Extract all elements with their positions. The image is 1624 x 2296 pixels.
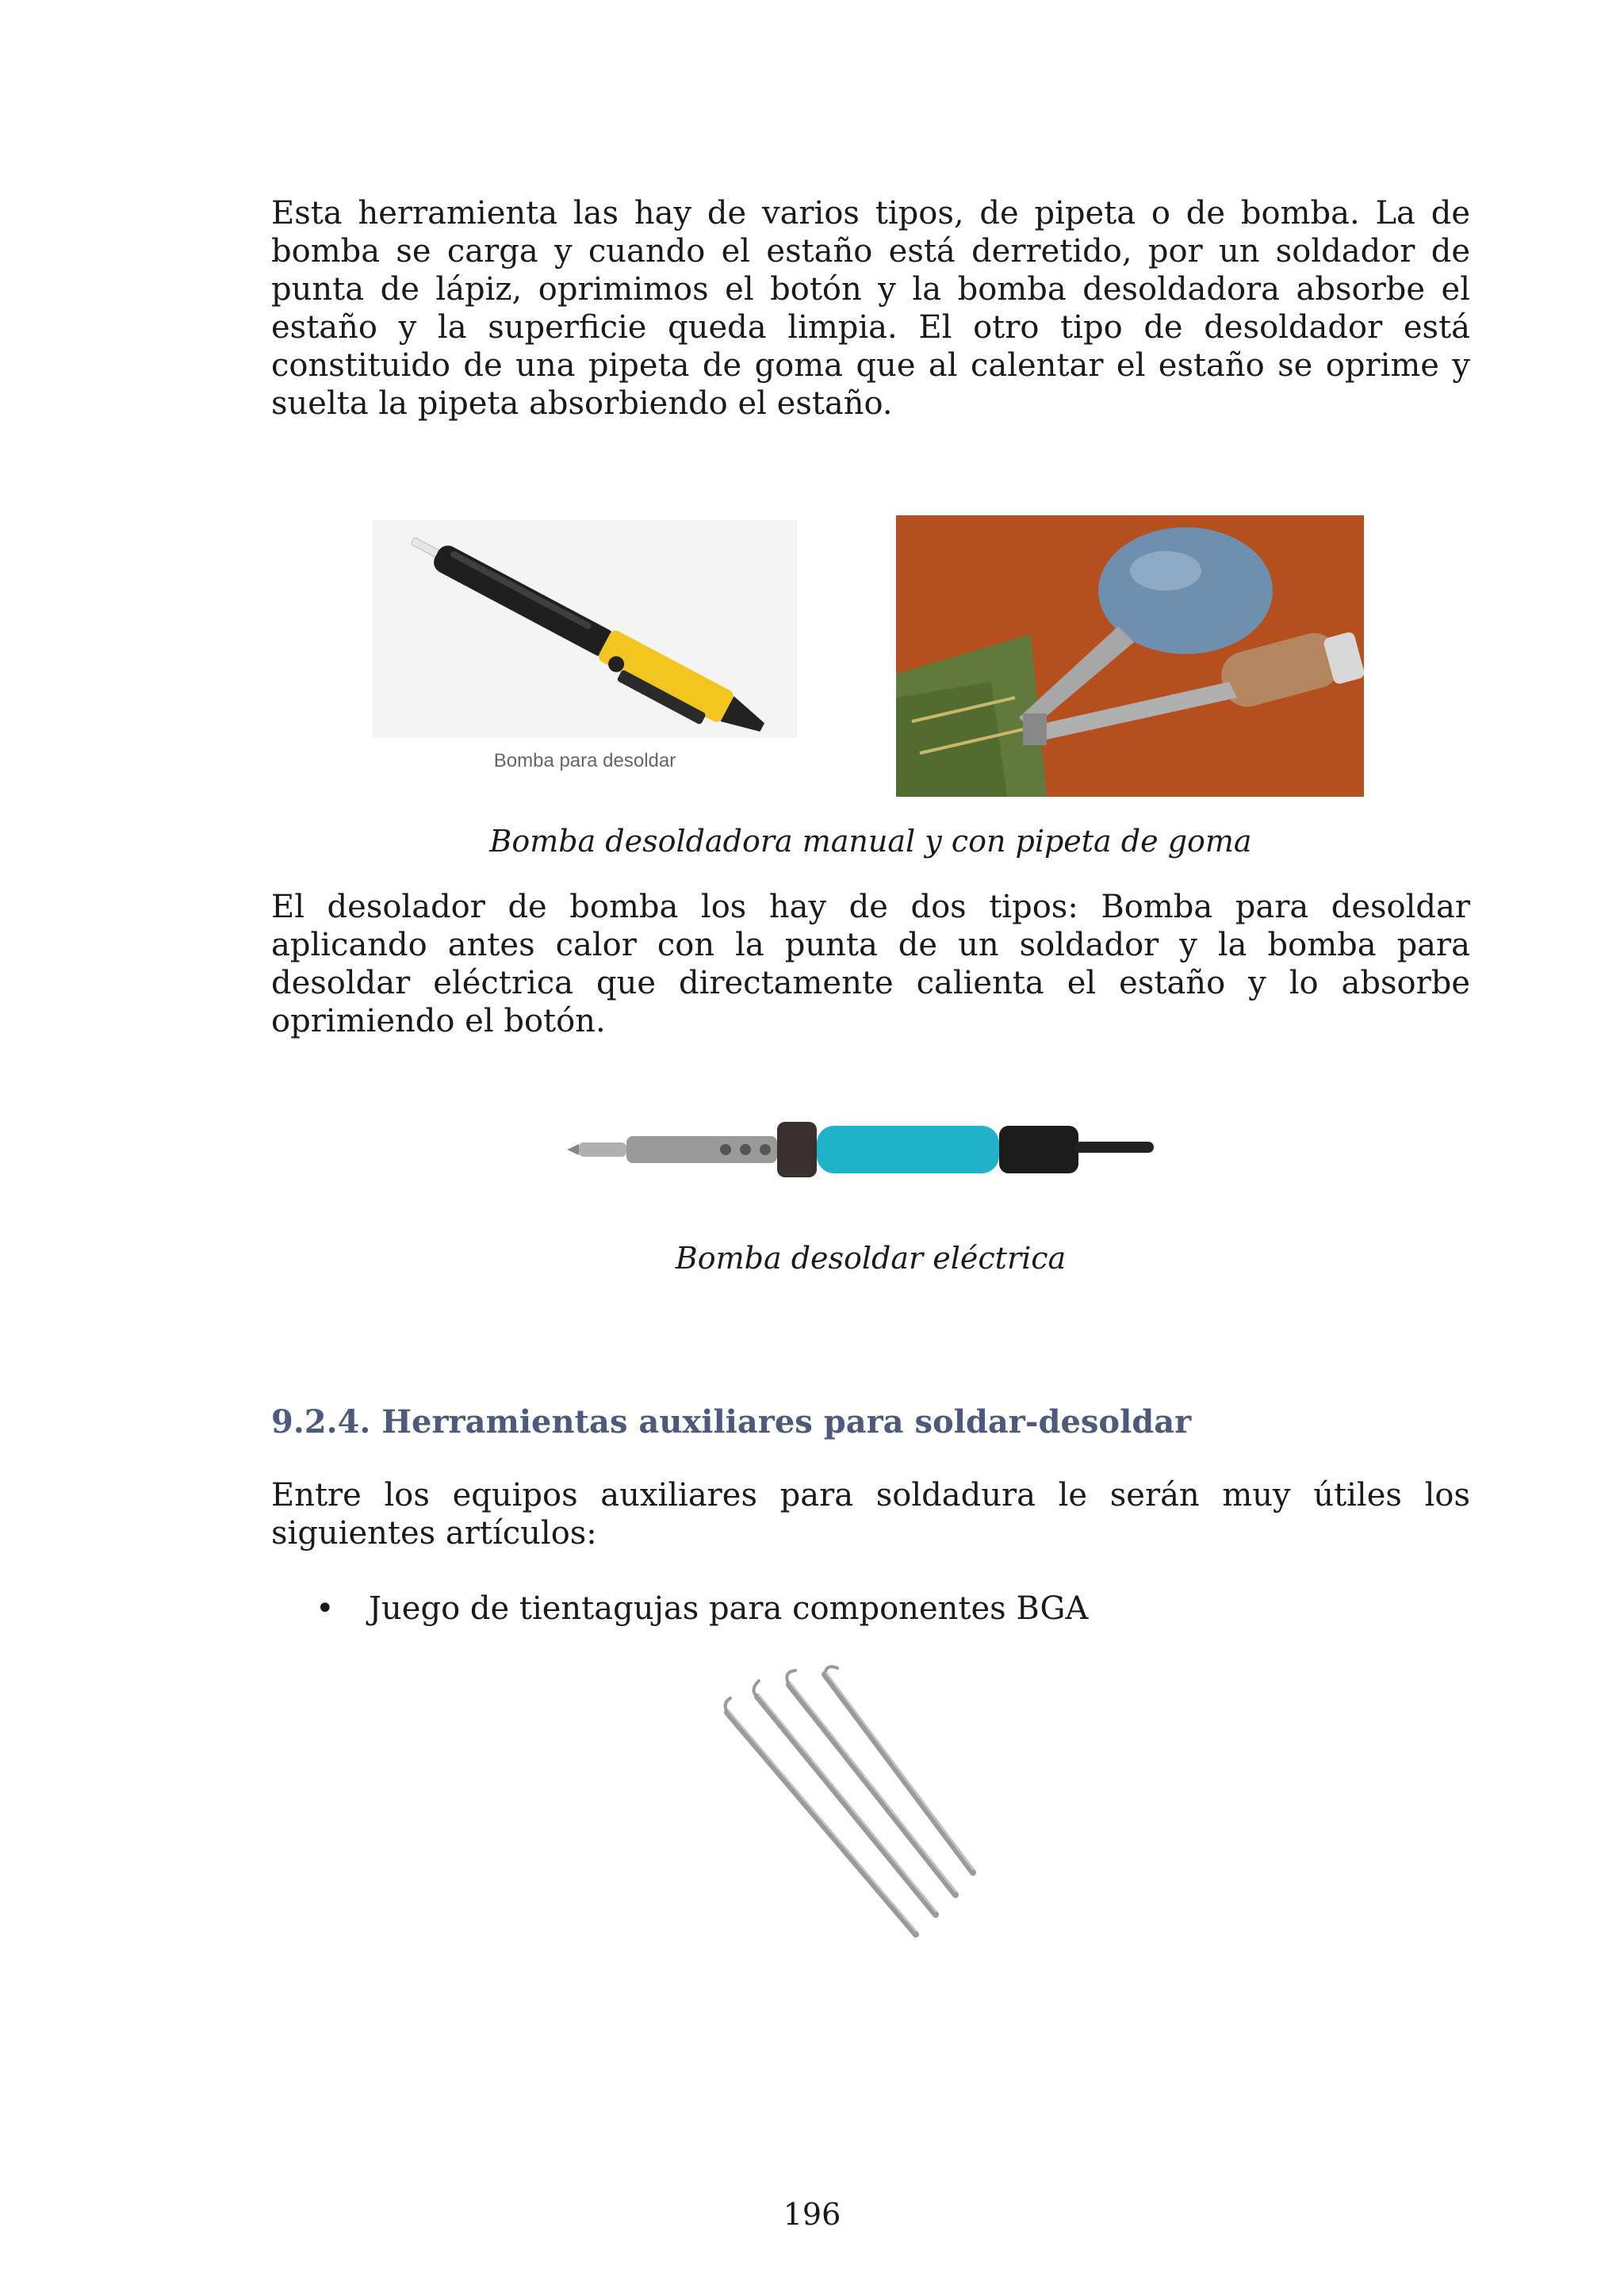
section-heading: 9.2.4. Herramientas auxiliares para soldar-desoldar xyxy=(271,1403,1192,1441)
desoldering-pump-drawing xyxy=(373,520,797,738)
pump-image-label: Bomba para desoldar xyxy=(493,750,676,771)
paragraph-pump-types: El desolador de bomba los hay de dos tipos: Bomba para desoldar aplicando antes calor con la punta de un soldador y la bomba para desoldar eléctrica que directamente calienta el estaño y lo absorbe oprimiendo el botón. xyxy=(271,889,1470,1039)
probe-picks-image xyxy=(718,1665,1019,1950)
probe-picks-drawing xyxy=(718,1665,1019,1950)
electric-pump-drawing xyxy=(567,1106,1178,1193)
figure-caption-electric-pump: Bomba desoldar eléctrica xyxy=(675,1241,1067,1276)
rubber-bulb-desoldering-image xyxy=(896,515,1364,797)
electric-desoldering-pump-image xyxy=(567,1106,1178,1193)
rubber-bulb-drawing xyxy=(896,515,1364,797)
page-number: 196 xyxy=(783,2197,841,2232)
figure-caption-manual-and-bulb: Bomba desoldadora manual y con pipeta de goma xyxy=(489,824,1252,859)
paragraph-desoldering-types: Esta herramienta las hay de varios tipos, de pipeta o de bomba. La de bomba se carga y cuando el estaño está derretido, por un soldador de punta de lápiz, oprimimos el botón y la bomba desoldadora absorbe el estaño y la superficie queda limpia. El otro tipo de desoldador está constituido de una pipeta de goma que al calentar el estaño se oprime y suelta la pipeta absorbiendo el estaño. xyxy=(271,195,1470,422)
paragraph-auxiliary-items: Entre los equipos auxiliares para soldadura le serán muy útiles los siguientes artículos: xyxy=(271,1477,1470,1552)
bullet-icon: • xyxy=(316,1590,335,1627)
desoldering-pump-image xyxy=(373,520,797,782)
list-item-text: Juego de tientagujas para componentes BGA xyxy=(369,1590,1089,1627)
